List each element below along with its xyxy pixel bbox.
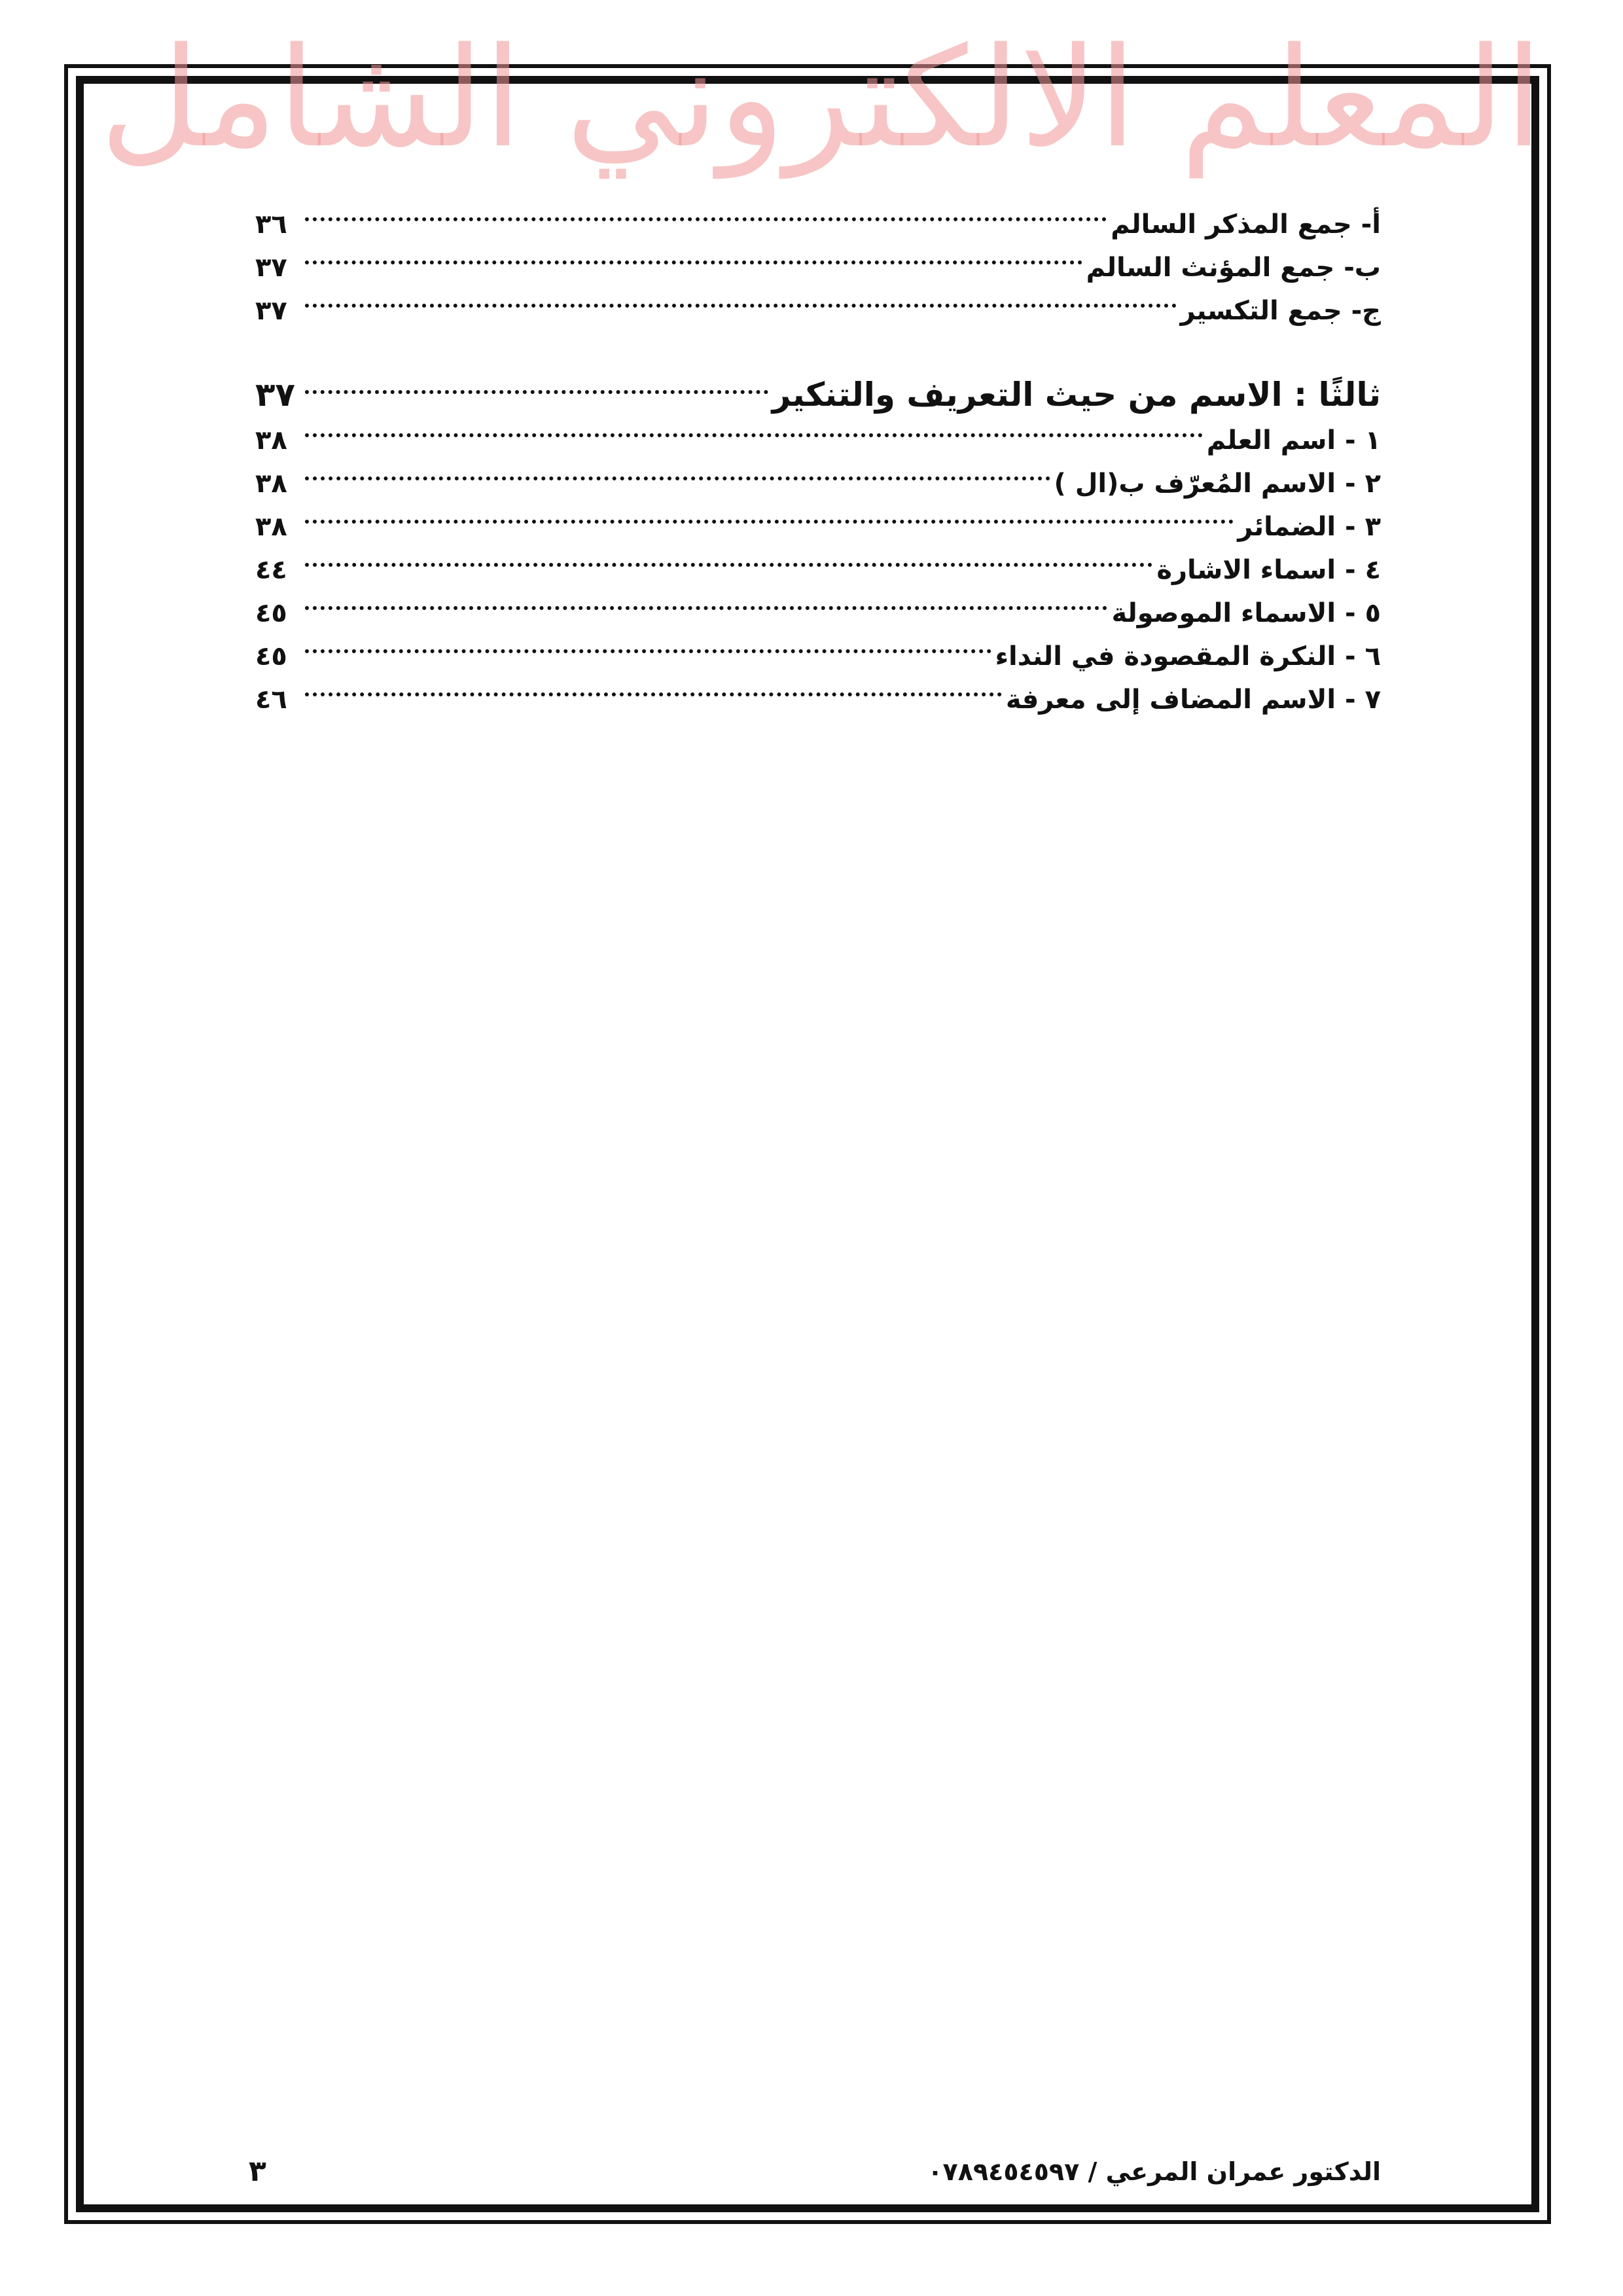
- toc-entry-page: ٣٨: [255, 469, 287, 499]
- toc-entry-page: ٤٥: [255, 598, 287, 628]
- toc-entry-construct-state[interactable]: [255, 665, 1381, 715]
- dot-leader: [305, 449, 1050, 492]
- toc-entry-page: ٣٧: [255, 296, 287, 326]
- toc-entry-title: ٣ - الضمائر: [1238, 512, 1381, 542]
- toc-entry-definite-article[interactable]: [255, 449, 1381, 499]
- toc-entry-title: ١ - اسم العلم: [1206, 425, 1381, 456]
- footer-page-number: ٣: [249, 2155, 266, 2188]
- toc-entry-page: ٣٨: [255, 425, 287, 456]
- toc-entry-page: ٣٨: [255, 512, 287, 542]
- section-heading-title: ثالثًا : الاسم من حيث التعريف والتنكير: [772, 376, 1381, 414]
- toc-entry-page: ٣٦: [255, 209, 287, 240]
- table-of-contents: [255, 190, 1381, 715]
- toc-entry-page: ٤٤: [255, 555, 287, 585]
- toc-entry-relative-nouns[interactable]: [255, 579, 1381, 628]
- toc-entry-demonstratives[interactable]: [255, 535, 1381, 585]
- toc-entry-title: أ- جمع المذكر السالم: [1111, 209, 1381, 240]
- watermark-text: المعلم الالكتروني الشامل: [99, 18, 1543, 178]
- footer-author: الدكتور عمران المرعي / ٠٧٨٩٤٥٤٥٩٧: [927, 2157, 1381, 2186]
- dot-leader: [305, 276, 1177, 319]
- toc-entry-title: ٥ - الاسماء الموصولة: [1111, 598, 1381, 628]
- toc-entry-proper-noun[interactable]: [255, 406, 1381, 456]
- toc-entry-title: ب- جمع المؤنث السالم: [1086, 253, 1381, 283]
- toc-entry-pronouns[interactable]: [255, 492, 1381, 542]
- section-heading-page: ٣٧: [255, 376, 296, 414]
- toc-entry-page: ٤٦: [255, 685, 287, 715]
- toc-entry-title: ٦ - النكرة المقصودة في النداء: [995, 641, 1381, 672]
- dot-leader: [305, 406, 1203, 449]
- dot-leader: [305, 665, 1002, 708]
- toc-entry-page: ٤٥: [255, 641, 287, 672]
- toc-entry-sound-masculine-plural[interactable]: [255, 190, 1381, 240]
- dot-leader: [305, 356, 768, 406]
- page-footer: [249, 2153, 1381, 2190]
- toc-entry-broken-plural[interactable]: [255, 276, 1381, 326]
- dot-leader: [305, 579, 1107, 622]
- toc-section-heading[interactable]: [255, 356, 1381, 414]
- dot-leader: [305, 535, 1152, 579]
- dot-leader: [305, 190, 1107, 233]
- toc-entry-vocative[interactable]: [255, 622, 1381, 672]
- dot-leader: [305, 233, 1082, 276]
- dot-leader: [305, 622, 991, 665]
- dot-leader: [305, 492, 1234, 535]
- toc-entry-title: ٤ - اسماء الاشارة: [1156, 555, 1381, 585]
- toc-entry-title: ج- جمع التكسير: [1180, 296, 1381, 326]
- toc-entry-title: ٧ - الاسم المضاف إلى معرفة: [1005, 685, 1381, 715]
- toc-entry-sound-feminine-plural[interactable]: [255, 233, 1381, 283]
- toc-entry-title: ٢ - الاسم المُعرّف ب(ال ): [1054, 469, 1381, 499]
- toc-entry-page: ٣٧: [255, 253, 287, 283]
